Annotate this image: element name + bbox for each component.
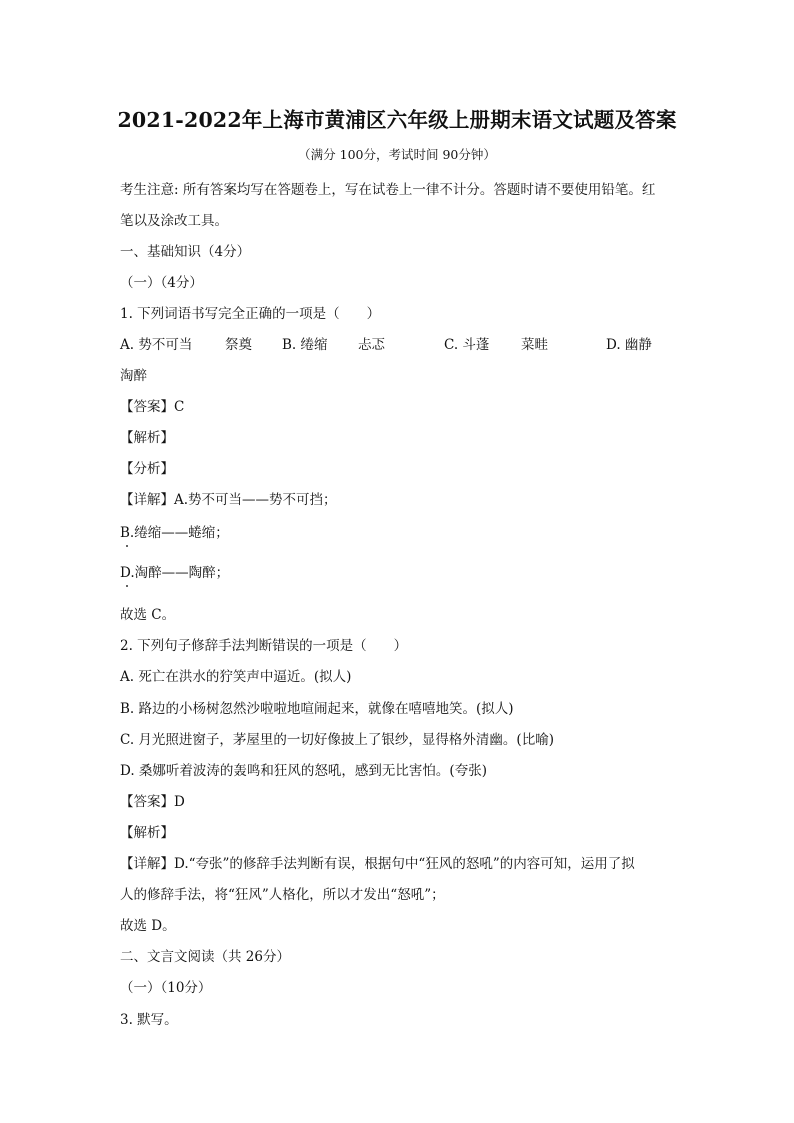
q1-option-c-word1: C. 斗蓬 xyxy=(444,337,490,353)
q1-option-b-word2: 忐忑 xyxy=(358,337,385,353)
notice-line-2: 笔以及涂改工具。 xyxy=(120,213,228,229)
q1-option-d-word2: 淘醉 xyxy=(120,368,147,384)
q1-option-d-word1: D. 幽静 xyxy=(606,337,652,353)
emphasis-dot xyxy=(126,545,128,547)
q1-conclusion: 故选 C。 xyxy=(120,607,176,623)
q1-answer: 【答案】C xyxy=(120,399,185,415)
section-heading-basics: 一、基础知识（4分） xyxy=(120,244,251,260)
q1-detail-1: 【详解】A.势不可当——势不可挡； xyxy=(120,492,337,508)
q2-detail-2: 人的修辞手法，将“狂风”人格化，所以才发出“怒吼”； xyxy=(120,887,445,903)
q1-option-a-word2: 祭奠 xyxy=(225,337,252,353)
document-title: 2021-2022年上海市黄浦区六年级上册期末语文试题及答案 xyxy=(117,108,677,132)
q1-option-b-word1: B. 绻缩 xyxy=(282,337,328,353)
emphasis-dot xyxy=(126,585,128,587)
question-3-stem: 3. 默写。 xyxy=(120,1012,178,1028)
part-heading-2: （一）（10分） xyxy=(120,980,212,996)
q2-analysis-label: 【解析】 xyxy=(120,825,174,841)
q2-option-b: B. 路边的小杨树忽然沙啦啦地喧闹起来，就像在嘻嘻地笑。(拟人) xyxy=(120,701,514,717)
q2-option-c: C. 月光照进窗子，茅屋里的一切好像披上了银纱，显得格外清幽。(比喻) xyxy=(120,732,554,748)
question-1-stem: 1. 下列词语书写完全正确的一项是（ ） xyxy=(120,306,381,322)
q2-answer: 【答案】D xyxy=(120,794,185,810)
q2-option-d: D. 桑娜听着波涛的轰鸣和狂风的怒吼，感到无比害怕。(夸张) xyxy=(120,763,487,779)
q1-detail-3: D.淘醉——陶醉； xyxy=(120,565,230,581)
part-heading-1: （一）（4分） xyxy=(120,275,203,291)
section-heading-classical: 二、文言文阅读（共 26分） xyxy=(120,949,290,965)
q1-option-a-word1: A. 势不可当 xyxy=(120,337,193,353)
q1-detail-2: B.绻缩——蜷缩； xyxy=(120,525,229,541)
q1-breakdown-label: 【分析】 xyxy=(120,461,174,477)
q2-conclusion: 故选 D。 xyxy=(120,918,176,934)
q1-analysis-label: 【解析】 xyxy=(120,430,174,446)
notice-line-1: 考生注意: 所有答案均写在答题卷上，写在试卷上一律不计分。答题时请不要使用铅笔。红 xyxy=(120,182,656,198)
question-2-stem: 2. 下列句子修辞手法判断错误的一项是（ ） xyxy=(120,638,408,654)
exam-info: （满分 100分，考试时间 90分钟） xyxy=(298,147,496,162)
q2-detail-1: 【详解】D.“夸张”的修辞手法判断有误，根据句中“狂风的怒吼”的内容可知，运用了拟 xyxy=(120,856,635,872)
q2-option-a: A. 死亡在洪水的狞笑声中逼近。(拟人) xyxy=(120,669,352,685)
q1-option-c-word2: 菜畦 xyxy=(521,337,548,353)
